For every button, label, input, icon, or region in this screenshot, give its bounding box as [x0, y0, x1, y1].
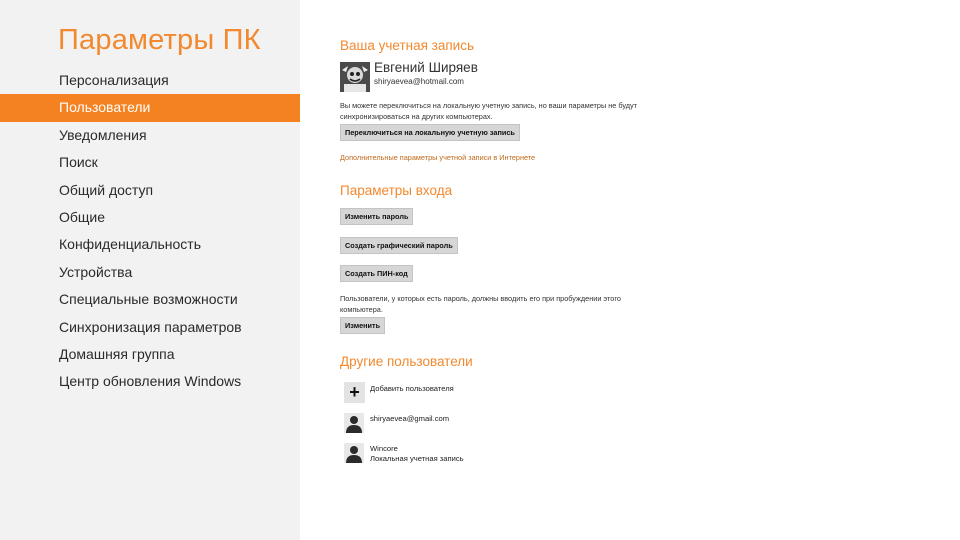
signin-note	[340, 294, 660, 315]
user-silhouette-icon[interactable]	[344, 443, 364, 463]
sidebar-item-sharing[interactable]: Общий доступ	[59, 181, 154, 198]
sidebar-item-search[interactable]: Поиск	[59, 154, 98, 171]
account-section-title: Ваша учетная запись	[340, 38, 474, 53]
sidebar-item-homegroup[interactable]: Домашняя группа	[59, 345, 175, 362]
signin-note-line1: Пользователи, у которых есть пароль, должны вводить его при пробуждении этого	[340, 294, 621, 303]
account-avatar	[340, 62, 370, 92]
user-item-wincore[interactable]: Wincore	[370, 444, 398, 453]
account-note-line2: синхронизироваться на других компьютерах.	[340, 111, 493, 121]
sidebar-item-accessibility[interactable]: Специальные возможности	[59, 291, 238, 308]
account-note-line1: Вы можете переключиться на локальную учетную запись, но ваши параметры не будут	[340, 101, 638, 110]
sidebar-item-users[interactable]: Пользователи	[0, 94, 300, 121]
sidebar-item-devices[interactable]: Устройства	[59, 263, 133, 280]
account-email: shiryaevea@hotmail.com	[374, 77, 464, 86]
other-users-section-title: Другие пользователи	[340, 354, 473, 369]
sidebar-nav	[0, 67, 300, 396]
sidebar-item-notifications[interactable]: Уведомления	[59, 126, 147, 143]
signin-section-title: Параметры входа	[340, 183, 453, 198]
user-silhouette-icon[interactable]	[344, 413, 364, 433]
switch-local-account-button[interactable]: Переключиться на локальную учетную запись	[340, 124, 520, 141]
sidebar-item-sync-settings[interactable]: Синхронизация параметров	[59, 318, 242, 335]
sidebar	[0, 0, 300, 540]
signin-note-line2: компьютера.	[340, 304, 383, 314]
more-account-settings-link[interactable]: Дополнительные параметры учетной записи в Интернете	[340, 153, 536, 162]
sidebar-item-general[interactable]: Общие	[59, 208, 106, 225]
create-pin-button[interactable]: Создать ПИН-код	[340, 265, 413, 282]
account-note	[340, 101, 660, 122]
account-name: Евгений Ширяев	[374, 60, 478, 75]
change-wake-password-button[interactable]: Изменить	[340, 317, 385, 334]
change-password-button[interactable]: Изменить пароль	[340, 208, 413, 225]
user-item-wincore-type: Локальная учетная запись	[370, 454, 464, 463]
app-title: Параметры ПК	[58, 24, 261, 56]
add-user-plus-icon[interactable]: +	[344, 382, 365, 403]
add-user-label[interactable]: Добавить пользователя	[370, 384, 454, 393]
picture-password-button[interactable]: Создать графический пароль	[340, 237, 458, 254]
sidebar-item-windows-update[interactable]: Центр обновления Windows	[59, 373, 242, 390]
sidebar-item-privacy[interactable]: Конфиденциальность	[59, 236, 202, 253]
sidebar-item-personalization[interactable]: Персонализация	[59, 72, 169, 88]
user-item-gmail[interactable]: shiryaevea@gmail.com	[370, 414, 450, 423]
